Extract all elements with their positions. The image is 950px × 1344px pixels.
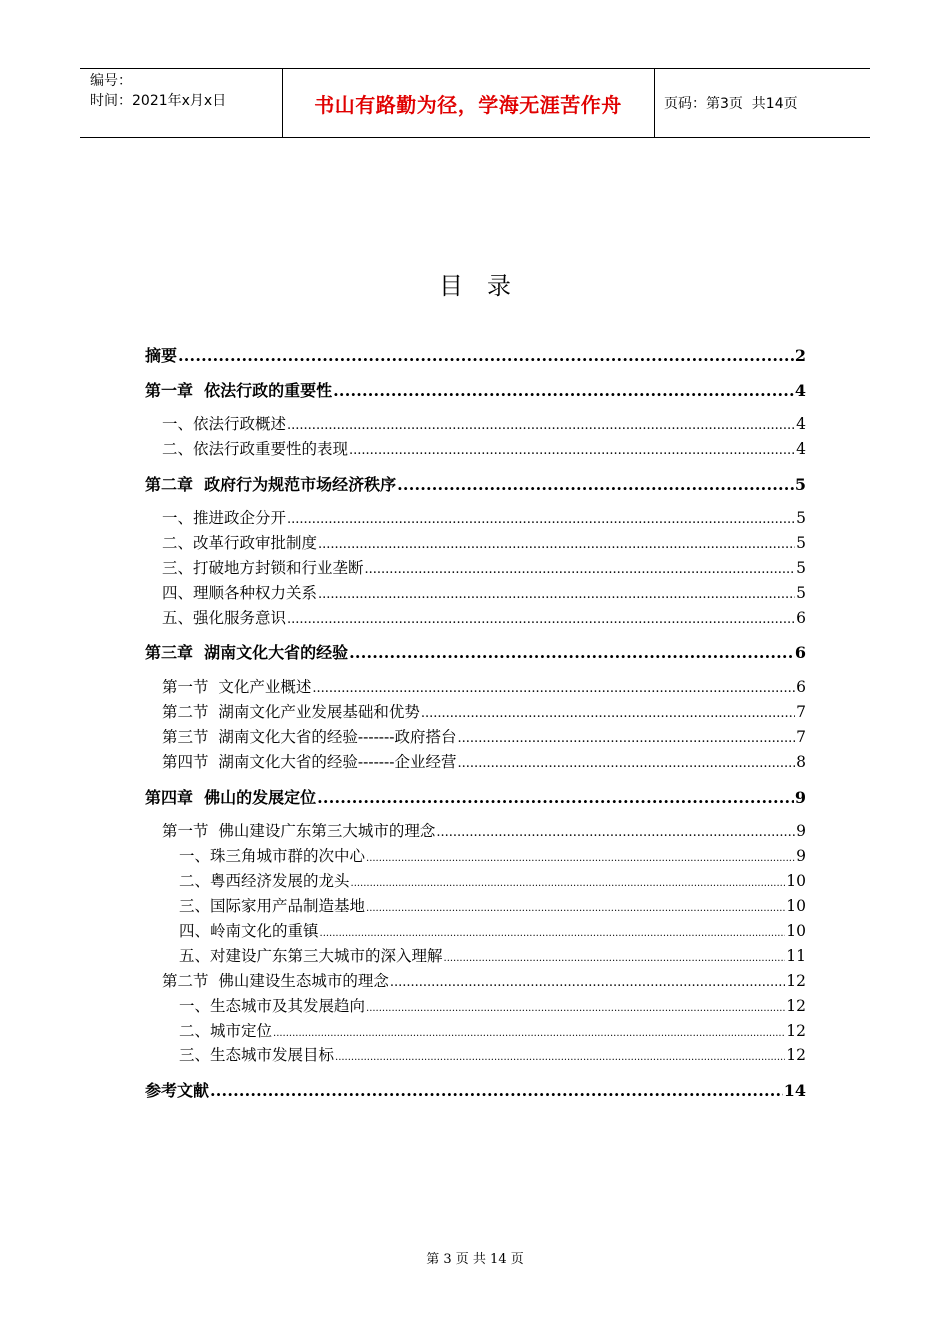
toc-entry-label: 三、打破地方封锁和行业垄断 — [162, 559, 364, 577]
toc-dot-leader — [365, 562, 796, 577]
toc-entry-page: 5 — [796, 584, 806, 602]
toc-entry-label: 三、生态城市发展目标 — [179, 1046, 335, 1064]
toc-entry-page: 6 — [794, 643, 806, 662]
toc-entry-page: 8 — [796, 753, 806, 771]
number-label: 编号： — [90, 73, 132, 89]
toc-dot-leader — [273, 1028, 785, 1039]
toc-entry-page: 5 — [796, 509, 806, 527]
toc-entry[interactable] — [145, 472, 806, 496]
toc-entry[interactable] — [162, 700, 806, 724]
toc-entry[interactable] — [179, 919, 806, 943]
toc-entry-label: 第一节 文化产业概述 — [162, 678, 312, 696]
toc-entry[interactable] — [179, 894, 806, 918]
header-page-info: 页码：第3页 共14页 — [664, 96, 798, 112]
toc-entry[interactable] — [162, 606, 806, 630]
toc-entry-label: 第一节 佛山建设广东第三大城市的理念 — [162, 822, 436, 840]
page-footer: 第 3 页 共 14 页 — [426, 1252, 524, 1267]
toc-entry-label: 摘要 — [145, 346, 178, 365]
toc-dot-leader — [287, 612, 795, 627]
toc-dot-leader — [436, 825, 795, 840]
toc-entry[interactable] — [179, 844, 806, 868]
toc-dot-leader — [287, 512, 795, 527]
toc-dot-leader — [349, 443, 795, 458]
toc-entry[interactable] — [179, 1043, 806, 1067]
toc-entry-label: 一、推进政企分开 — [162, 509, 287, 527]
toc-entry-page: 11 — [786, 947, 806, 965]
toc-entry-page: 14 — [783, 1081, 806, 1100]
toc-entry[interactable] — [162, 819, 806, 843]
toc-entry[interactable] — [162, 675, 806, 699]
toc-entry[interactable] — [145, 640, 806, 664]
page-header — [80, 68, 870, 138]
toc-entry-label: 第四章 佛山的发展定位 — [145, 788, 317, 807]
toc-entry-label: 第四节 湖南文化大省的经验-------企业经营 — [162, 753, 457, 771]
toc-entry-label: 第三节 湖南文化大省的经验-------政府搭台 — [162, 728, 457, 746]
toc-dot-leader — [335, 1052, 785, 1063]
toc-entry-page: 7 — [796, 728, 806, 746]
toc-entry-label: 一、珠三角城市群的次中心 — [179, 847, 366, 865]
header-motto: 书山有路勤为径，学海无涯苦作舟 — [314, 92, 622, 117]
toc-dot-leader — [312, 681, 795, 696]
toc-entry-page: 12 — [786, 1046, 806, 1064]
toc-entry[interactable] — [162, 556, 806, 580]
header-divider-right — [654, 69, 655, 137]
toc-entry-label: 第二章 政府行为规范市场经济秩序 — [145, 475, 397, 494]
toc-entry-label: 第一章 依法行政的重要性 — [145, 381, 333, 400]
toc-entry-label: 第三章 湖南文化大省的经验 — [145, 643, 349, 662]
toc-entry[interactable] — [179, 1019, 806, 1043]
toc-entry-page: 10 — [786, 897, 806, 915]
toc-entry[interactable] — [162, 581, 806, 605]
toc-entry-label: 四、理顺各种权力关系 — [162, 584, 318, 602]
toc-entry-page: 9 — [796, 822, 806, 840]
toc-entry-page: 12 — [786, 1022, 806, 1040]
toc-entry-label: 参考文献 — [145, 1081, 210, 1100]
toc-entry[interactable] — [162, 531, 806, 555]
toc-entry-page: 9 — [794, 788, 806, 807]
toc-entry-page: 5 — [796, 534, 806, 552]
toc-entry-label: 四、岭南文化的重镇 — [179, 922, 319, 940]
toc-entry[interactable] — [179, 869, 806, 893]
toc-entry-page: 5 — [794, 475, 806, 494]
toc-entry-page: 4 — [796, 415, 806, 433]
toc-title: 目录 — [439, 272, 535, 300]
toc-dot-leader — [366, 853, 795, 864]
toc-entry[interactable] — [162, 506, 806, 530]
toc-dot-leader — [210, 1081, 783, 1100]
toc-dot-leader — [366, 903, 785, 914]
toc-entry-page: 12 — [786, 972, 806, 990]
toc-dot-leader — [318, 537, 795, 552]
toc-entry[interactable] — [179, 994, 806, 1018]
toc-dot-leader — [333, 381, 794, 400]
toc-entry[interactable] — [145, 785, 806, 809]
header-meta — [90, 71, 226, 111]
toc-entry-label: 三、国际家用产品制造基地 — [179, 897, 366, 915]
toc-entry-label: 二、城市定位 — [179, 1022, 273, 1040]
toc-entry-page: 12 — [786, 997, 806, 1015]
toc-dot-leader — [349, 643, 794, 662]
toc-dot-leader — [317, 788, 794, 807]
toc-entry-page: 4 — [794, 381, 806, 400]
toc-dot-leader — [421, 706, 795, 721]
toc-entry[interactable] — [179, 944, 806, 968]
toc-entry[interactable] — [145, 1078, 806, 1102]
toc-entry-label: 五、对建设广东第三大城市的深入理解 — [179, 947, 443, 965]
toc-entry-page: 10 — [786, 872, 806, 890]
toc-dot-leader — [397, 475, 794, 494]
toc-dot-leader — [444, 953, 786, 964]
toc-entry[interactable] — [145, 343, 806, 367]
toc-entry-page: 5 — [796, 559, 806, 577]
toc-entry[interactable] — [162, 725, 806, 749]
toc-entry[interactable] — [162, 437, 806, 461]
toc-entry[interactable] — [145, 378, 806, 402]
toc-dot-leader — [320, 928, 786, 939]
toc-dot-leader — [458, 731, 796, 746]
toc-entry[interactable] — [162, 412, 806, 436]
toc-dot-leader — [318, 587, 795, 602]
toc-entry-page: 9 — [796, 847, 806, 865]
toc-dot-leader — [287, 418, 795, 433]
toc-entry-page: 7 — [796, 703, 806, 721]
toc-entry-page: 2 — [794, 346, 806, 365]
toc-entry-page: 10 — [786, 922, 806, 940]
toc-entry-label: 五、强化服务意识 — [162, 609, 287, 627]
toc-entry-label: 一、生态城市及其发展趋向 — [179, 997, 366, 1015]
toc-dot-leader — [351, 878, 786, 889]
toc-entry-label: 二、改革行政审批制度 — [162, 534, 318, 552]
toc-entry-label: 第二节 湖南文化产业发展基础和优势 — [162, 703, 420, 721]
toc-entry-label: 二、粤西经济发展的龙头 — [179, 872, 350, 890]
toc-entry[interactable] — [162, 969, 806, 993]
toc-entry-label: 二、依法行政重要性的表现 — [162, 440, 349, 458]
toc-dot-leader — [366, 1003, 785, 1014]
toc-entry-label: 第二节 佛山建设生态城市的理念 — [162, 972, 389, 990]
toc-entry-page: 6 — [796, 678, 806, 696]
toc-entry-page: 6 — [796, 609, 806, 627]
toc-entry-label: 一、依法行政概述 — [162, 415, 287, 433]
toc-dot-leader — [458, 756, 796, 771]
date-label: 时间：2021年x月x日 — [90, 93, 227, 109]
toc-dot-leader — [178, 346, 794, 365]
toc-dot-leader — [390, 975, 785, 990]
toc-entry-page: 4 — [796, 440, 806, 458]
toc-entry[interactable] — [162, 750, 806, 774]
